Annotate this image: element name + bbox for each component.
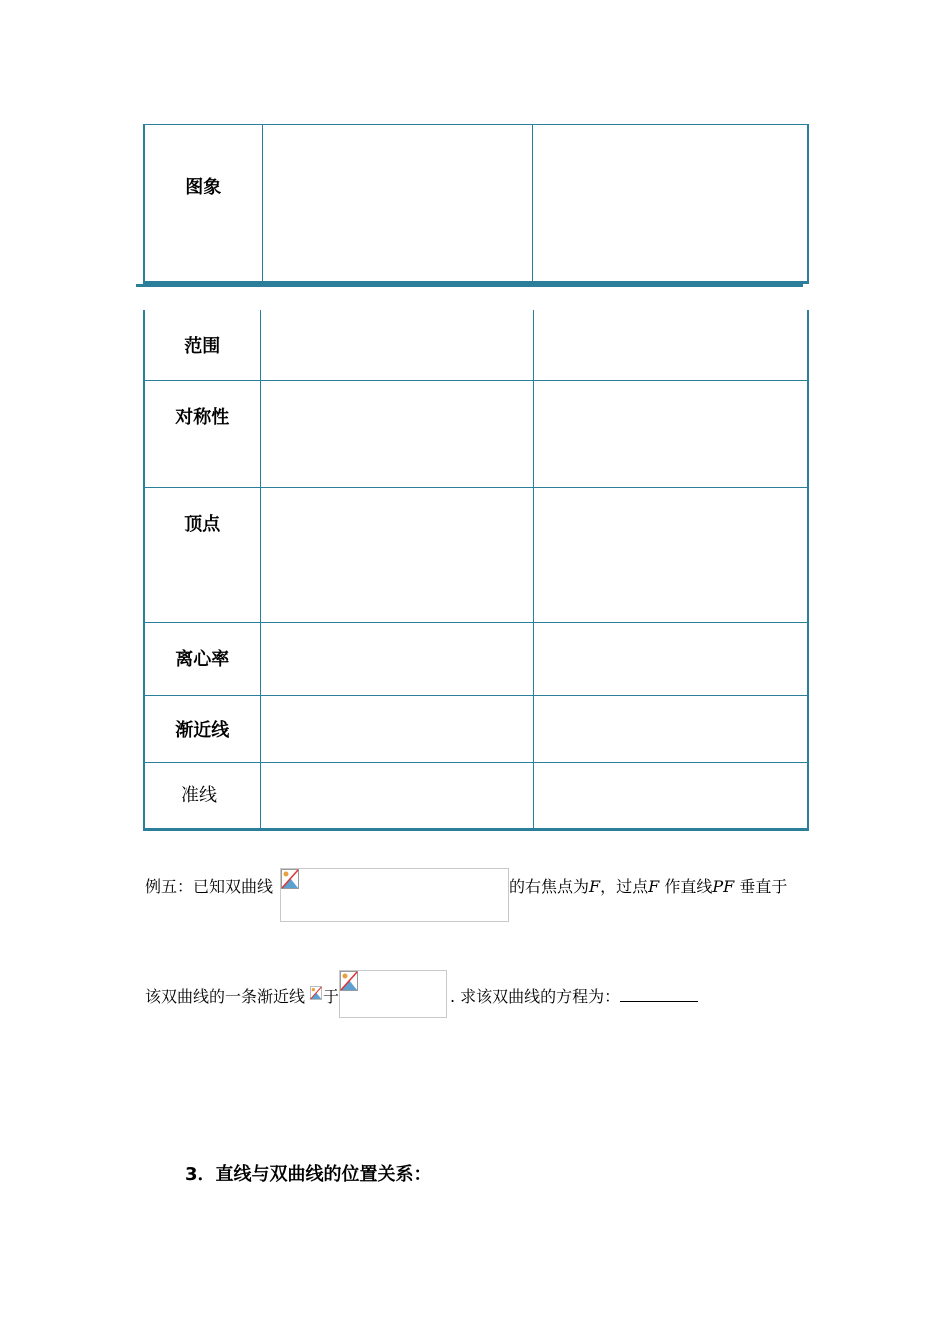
broken-image-icon bbox=[281, 869, 299, 889]
graph-cell-hyperbola bbox=[532, 125, 808, 283]
example-line-2-prefix: 该双曲线的一条渐近线 bbox=[145, 987, 306, 1006]
table-cell bbox=[533, 695, 808, 762]
table-cell bbox=[533, 380, 808, 487]
text-right-focus: 的右焦点为 bbox=[509, 877, 590, 896]
table-row bbox=[144, 762, 808, 829]
table-row bbox=[144, 487, 808, 622]
row-label-range: 范围 bbox=[184, 336, 221, 357]
graph-table bbox=[143, 124, 809, 284]
row-label-eccentricity: 离心率 bbox=[175, 648, 230, 670]
example-line-1-prefix: 例五：已知双曲线 bbox=[145, 877, 274, 896]
text-draw-line: 作直线 bbox=[664, 877, 713, 896]
table-cell bbox=[533, 622, 808, 695]
table-row bbox=[144, 380, 808, 487]
graph-label-cell bbox=[144, 125, 262, 283]
text-find-equation: . 求该双曲线的方程为： bbox=[450, 987, 621, 1006]
broken-image-icon bbox=[340, 971, 358, 991]
table-row bbox=[144, 310, 808, 380]
graph-cell-ellipse bbox=[262, 125, 532, 283]
table-cell bbox=[533, 762, 808, 829]
row-label-symmetry: 对称性 bbox=[175, 406, 230, 428]
table-cell bbox=[533, 487, 808, 622]
answer-blank[interactable] bbox=[620, 987, 698, 1002]
example-line-1-suffix bbox=[509, 874, 787, 897]
table-cell bbox=[260, 622, 533, 695]
table-row bbox=[144, 622, 808, 695]
formula-image-placeholder bbox=[280, 868, 509, 922]
text-yu: 于 bbox=[323, 987, 340, 1006]
table-row bbox=[144, 695, 808, 762]
row-label-directrix: 准线 bbox=[181, 784, 217, 806]
row-label-asymptote: 渐近线 bbox=[175, 719, 230, 741]
var-f-2: F bbox=[648, 877, 660, 896]
table-cell bbox=[533, 310, 808, 380]
table-cell bbox=[260, 310, 533, 380]
broken-image-icon bbox=[310, 984, 322, 1002]
row-label-vertex: 顶点 bbox=[184, 513, 221, 535]
text-through-point: ，过点 bbox=[600, 877, 649, 896]
table-cell bbox=[260, 762, 533, 829]
row-label-graph: 图象 bbox=[185, 177, 222, 198]
table-cell bbox=[260, 380, 533, 487]
text-perpendicular: 垂直于 bbox=[739, 877, 788, 896]
var-pf: PF bbox=[712, 877, 735, 896]
table-separator bbox=[136, 284, 803, 287]
example-line-2-suffix bbox=[450, 984, 698, 1007]
table-cell bbox=[260, 487, 533, 622]
section-heading: 3．直线与双曲线的位置关系： bbox=[185, 1164, 432, 1185]
properties-table bbox=[143, 310, 809, 831]
var-f: F bbox=[589, 877, 601, 896]
table-cell bbox=[260, 695, 533, 762]
